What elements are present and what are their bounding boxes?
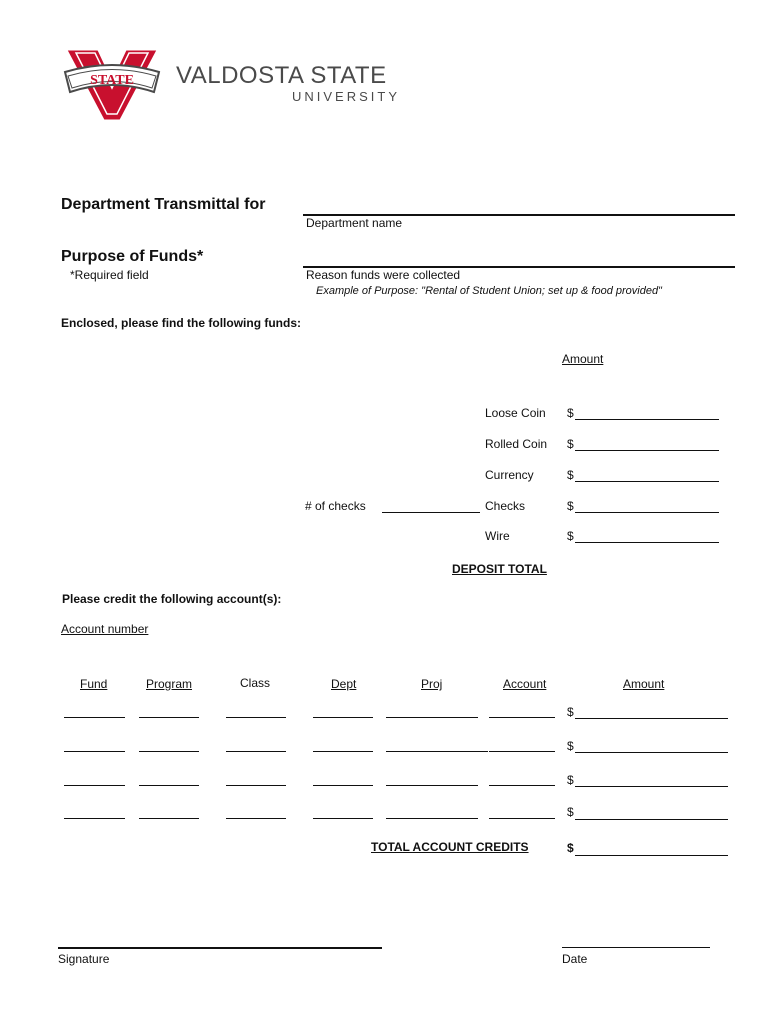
column-header-proj: Proj: [421, 677, 443, 691]
column-header-program: Program: [146, 677, 193, 691]
date-field[interactable]: [562, 947, 710, 948]
class-field[interactable]: [226, 818, 286, 819]
checks-amount-field[interactable]: [575, 512, 719, 513]
fund-field[interactable]: [64, 785, 125, 786]
program-field[interactable]: [139, 785, 199, 786]
dollar-sign: $: [567, 529, 574, 543]
deposit-total-label: DEPOSIT TOTAL: [452, 562, 547, 576]
signature-field[interactable]: [58, 947, 382, 949]
column-header-account: Account: [503, 677, 547, 691]
dollar-sign: $: [567, 739, 574, 753]
program-field[interactable]: [139, 717, 199, 718]
dollar-sign: $: [567, 773, 574, 787]
fund-row-label: Checks: [485, 499, 526, 513]
column-header-fund: Fund: [80, 677, 108, 691]
accounts-heading: Please credit the following account(s):: [62, 592, 282, 606]
svg-text:STATE: STATE: [90, 73, 134, 88]
fund-field[interactable]: [64, 751, 125, 752]
wire-amount-field[interactable]: [575, 542, 719, 543]
program-field[interactable]: [139, 818, 199, 819]
dollar-sign: $: [567, 805, 574, 819]
funds-heading: Enclosed, please find the following funds:: [61, 316, 302, 330]
amount-field[interactable]: [575, 752, 728, 753]
rolled-coin-amount-field[interactable]: [575, 450, 719, 451]
class-field[interactable]: [226, 717, 286, 718]
amount-field[interactable]: [575, 718, 728, 719]
signature-label: Signature: [58, 952, 110, 966]
total-account-credits-label: TOTAL ACCOUNT CREDITS: [371, 840, 529, 854]
wordmark-line1: VALDOSTA STATE: [176, 62, 387, 89]
column-header-dept: Dept: [331, 677, 357, 691]
dollar-sign: $: [567, 499, 574, 513]
required-note: *Required field: [70, 268, 149, 282]
class-field[interactable]: [226, 785, 286, 786]
account-field[interactable]: [489, 717, 555, 718]
example-text: Example of Purpose: "Rental of Student Union; set up & food provided": [316, 285, 662, 297]
column-header-class: Class: [240, 676, 271, 690]
dept-field[interactable]: [313, 818, 373, 819]
fund-row-label: Currency: [485, 468, 534, 482]
form-title: Department Transmittal for: [61, 196, 266, 213]
account-field[interactable]: [489, 785, 555, 786]
column-header-amount: Amount: [623, 677, 665, 691]
dollar-sign: $: [567, 406, 574, 420]
dollar-sign: $: [567, 705, 574, 719]
checks-count-field[interactable]: [382, 512, 480, 513]
total-account-credits-field[interactable]: [575, 855, 728, 856]
account-field[interactable]: [489, 751, 555, 752]
proj-field[interactable]: [386, 785, 478, 786]
fund-row-label: Rolled Coin: [485, 437, 548, 451]
v-state-emblem-icon: [62, 48, 162, 123]
dollar-sign: $: [567, 468, 574, 482]
proj-field[interactable]: [386, 818, 478, 819]
checks-count-label: # of checks: [305, 499, 366, 513]
fund-field[interactable]: [64, 717, 125, 718]
fund-row-label: Loose Coin: [485, 406, 546, 420]
funds-amount-header: Amount: [562, 352, 604, 366]
date-label: Date: [562, 952, 588, 966]
loose-coin-amount-field[interactable]: [575, 419, 719, 420]
account-field[interactable]: [489, 818, 555, 819]
dept-field[interactable]: [313, 785, 373, 786]
purpose-heading: Purpose of Funds*: [61, 248, 204, 265]
proj-field[interactable]: [386, 717, 478, 718]
account-number-label: Account number: [61, 622, 149, 636]
dept-field[interactable]: [313, 717, 373, 718]
department-name-label: Department name: [306, 216, 403, 230]
dollar-sign: $: [567, 841, 574, 855]
dept-field[interactable]: [313, 751, 373, 752]
vsu-logo: [62, 48, 422, 123]
fund-field[interactable]: [64, 818, 125, 819]
fund-row-label: Wire: [485, 529, 510, 543]
amount-field[interactable]: [575, 819, 728, 820]
wordmark-line2: UNIVERSITY: [292, 89, 401, 104]
proj-field[interactable]: [386, 751, 488, 752]
currency-amount-field[interactable]: [575, 481, 719, 482]
dollar-sign: $: [567, 437, 574, 451]
program-field[interactable]: [139, 751, 199, 752]
amount-field[interactable]: [575, 786, 728, 787]
class-field[interactable]: [226, 751, 286, 752]
reason-label: Reason funds were collected: [306, 268, 461, 282]
